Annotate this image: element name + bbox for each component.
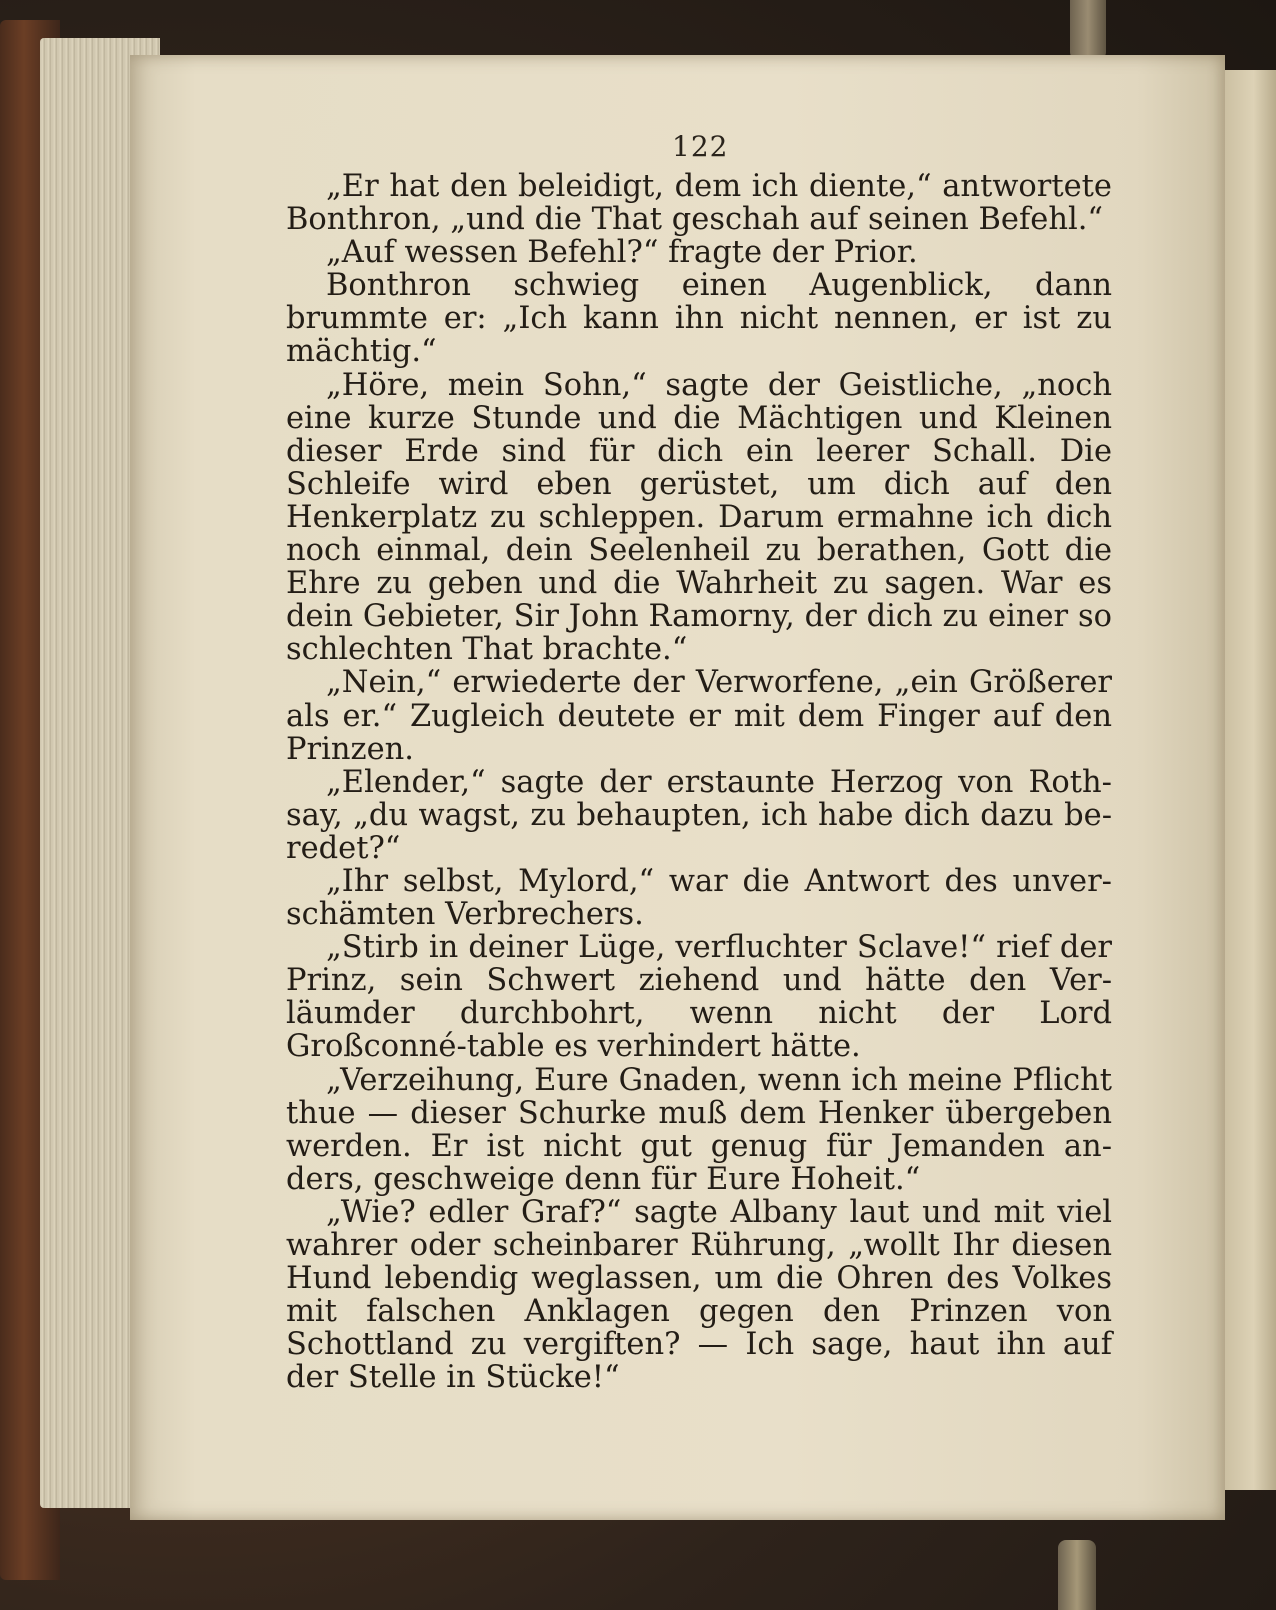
paragraph: „Nein,“ erwiederte der Verworfene, „ein Größerer als er.“ Zugleich deutete er mit dem Finger auf den Prinzen. [286, 665, 1112, 767]
paragraph: „Höre, mein Sohn,“ sagte der Geistliche, „noch eine kurze Stunde und die Mächtigen und Kleinen dieser Erde sind für dich ein leerer Schall. Die Schleife wird eben gerüstet, um dich auf den Henkerplatz zu schleppen. Darum ermahne ich dich noch einmal, dein Seelenheil zu berathen, Gott die Ehre zu geben und die Wahrheit zu sagen. War es dein Gebieter, Sir John Ramorny, der dich zu einer so schlechten That brachte.“ [286, 367, 1112, 668]
bookmark-ribbon-top [1070, 0, 1106, 60]
page-body-text [286, 170, 1112, 1394]
paragraph: „Verzeihung, Eure Gnaden, wenn ich meine Pflicht thue — dieser Schurke muß dem Henker übergeben werden. Er ist nicht gut genug für Jemanden an-ders, geschweige denn für Eure Hoheit.“ [286, 1062, 1112, 1197]
facing-page-edge [1220, 70, 1276, 1490]
page-number: 122 [672, 130, 729, 163]
bookmark-ribbon-bottom [1058, 1540, 1096, 1610]
paragraph: Bonthron schwieg einen Augenblick, dann brummte er: „Ich kann ihn nicht nennen, er ist zu mächtig.“ [286, 268, 1112, 370]
paragraph: „Stirb in deiner Lüge, verfluchter Sclave!“ rief der Prinz, sein Schwert ziehend und hätte den Ver-läumder durchbohrt, wenn nicht der Lord Großconné-table es verhindert hätte. [286, 930, 1112, 1065]
paragraph: „Er hat den beleidigt, dem ich diente,“ antwortete Bonthron, „und die That geschah auf seinen Befehl.“ [286, 169, 1112, 238]
paragraph: „Ihr selbst, Mylord,“ war die Antwort des unver-schämten Verbrechers. [286, 863, 1112, 933]
paragraph: „Auf wessen Befehl?“ fragte der Prior. [326, 235, 918, 271]
paragraph: „Wie? edler Graf?“ sagte Albany laut und mit viel wahrer oder scheinbarer Rührung, „wollt Ihr diesen Hund lebendig weglassen, um die Ohren des Volkes mit falschen Anklagen gegen den Prinzen von Schottland zu vergiften? — Ich sage, haut ihn auf der Stelle in Stücke!“ [286, 1194, 1112, 1396]
paragraph: „Elender,“ sagte der erstaunte Herzog von Roth-say, „du wagst, zu behaupten, ich habe dich dazu be-redet?“ [286, 764, 1112, 866]
